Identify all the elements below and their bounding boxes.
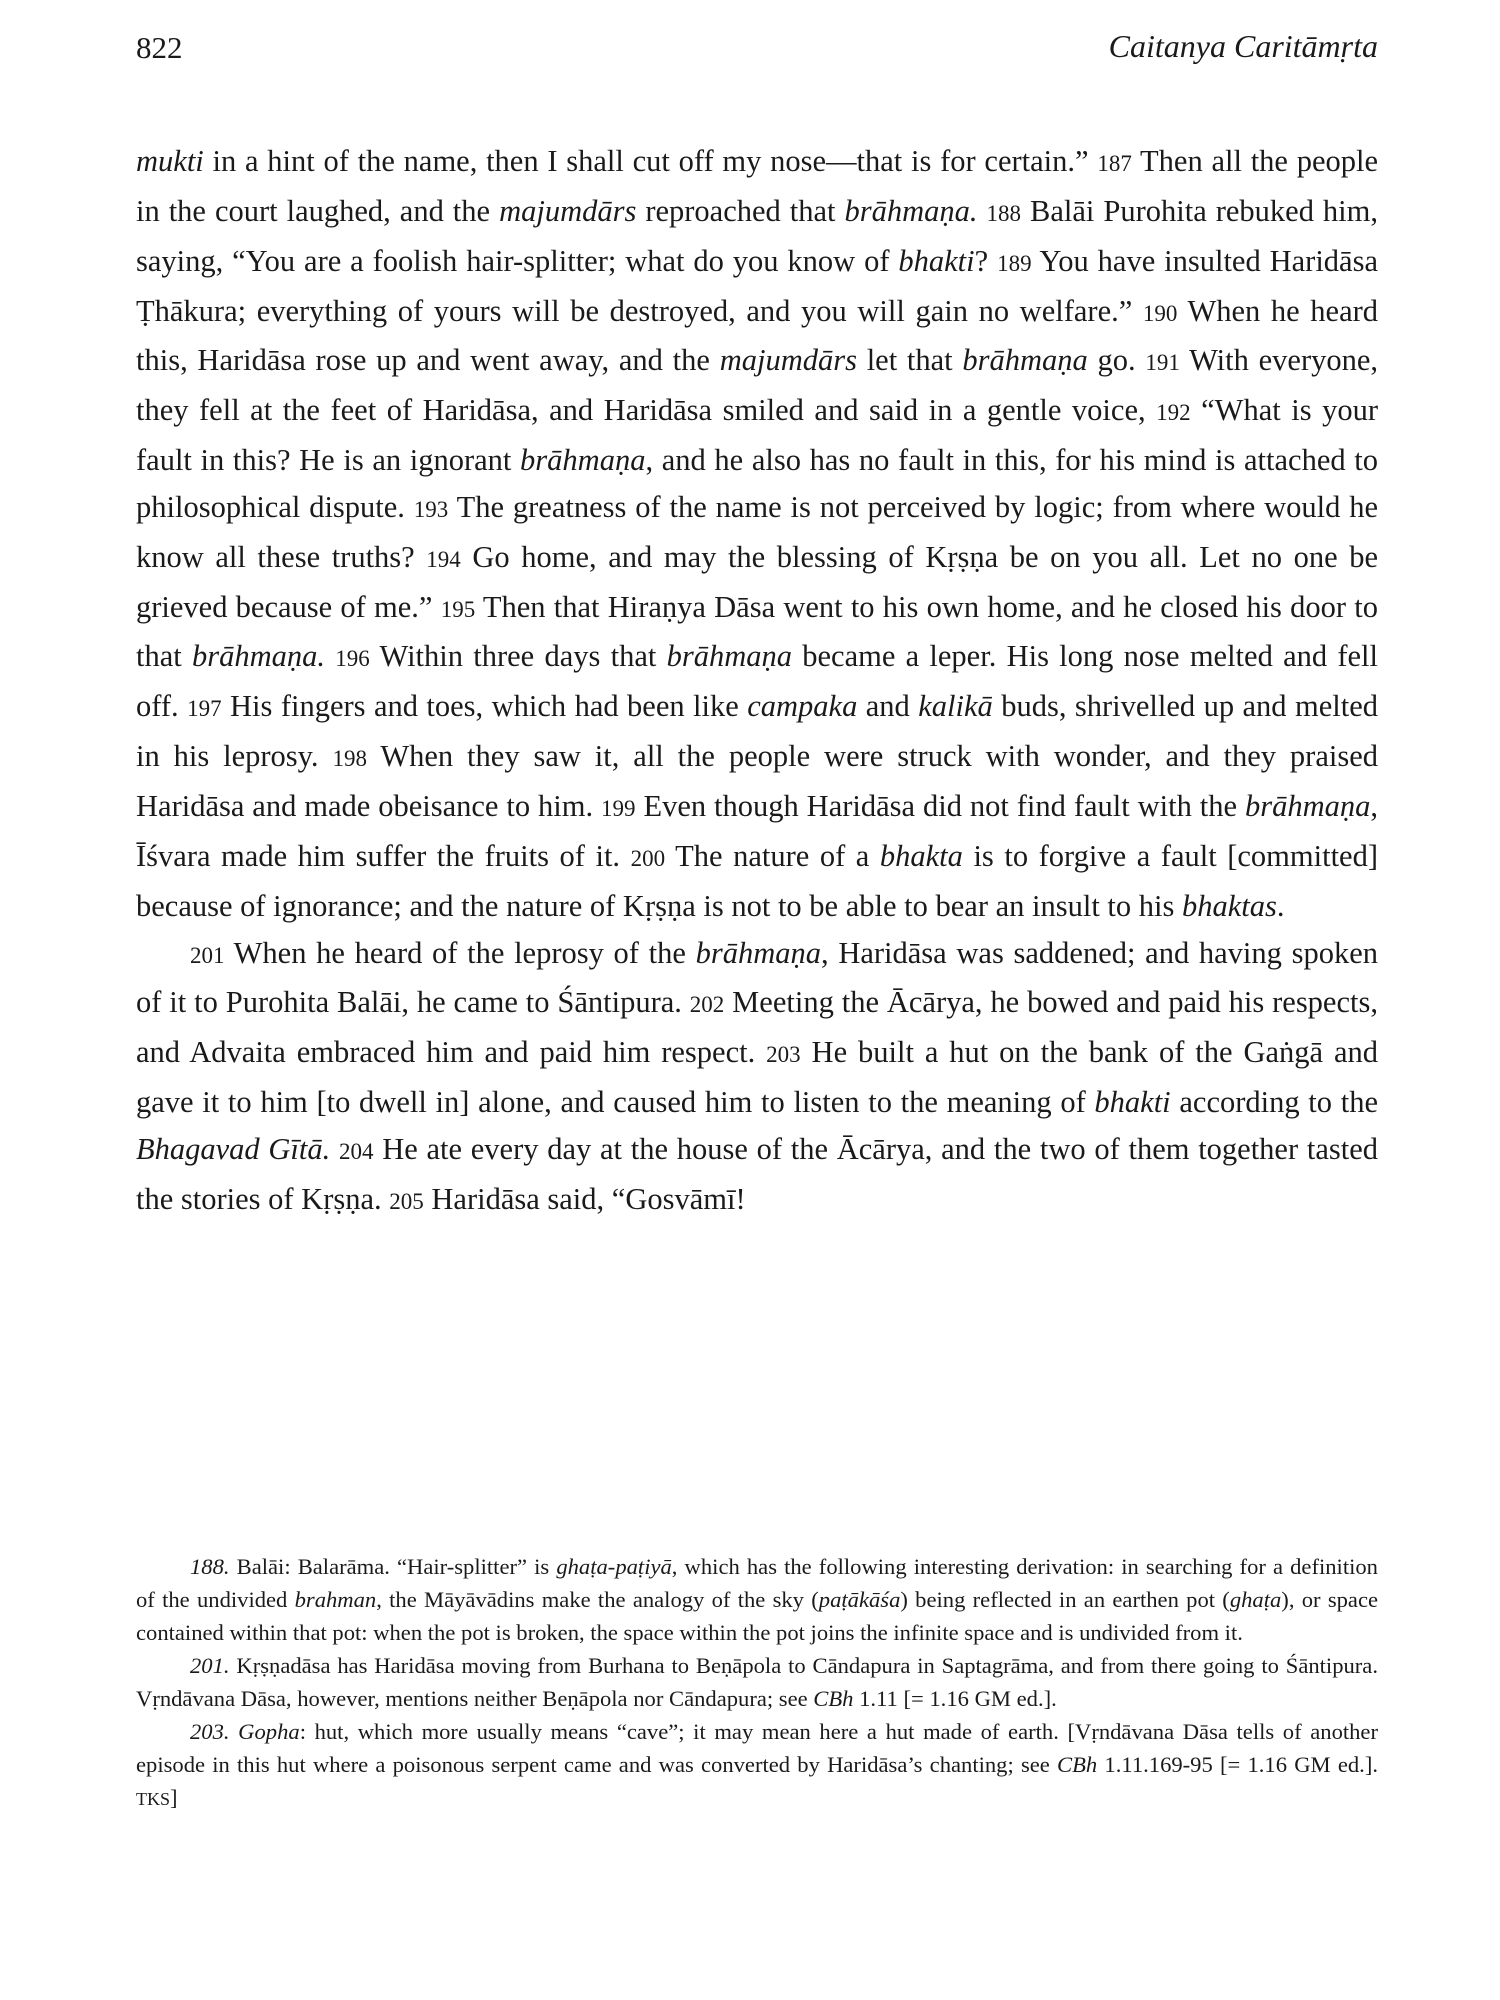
verse-number: 202 [689,992,725,1018]
verse-number: 192 [1156,400,1191,426]
text-run: Haridāsa said, “Gosvāmī! [423,1181,746,1216]
footnote-203 [136,1715,1378,1816]
italic-term: brāhmaṇa [666,639,792,674]
footnote-ref: 203. [190,1719,230,1744]
verse-number: 198 [332,746,367,772]
text-run: When he heard of the leprosy of the [224,935,696,970]
italic-term: brahman [294,1587,377,1612]
text-run: His fingers and toes, which had been like [221,689,748,724]
text-run: ? [974,243,998,278]
italic-term: paṭākāśa [818,1587,901,1612]
italic-term: CBh [1057,1752,1098,1777]
text-run: The nature of a [665,838,880,873]
footnotes [136,1550,1378,1816]
text-run: You have insulted Haridāsa Ṭhākura; everything of yours will be destroyed, and you will gain no welfare.” [136,243,1378,328]
text-run: , the Māyāvādins make the analogy of the sky ( [376,1587,819,1612]
verse-number: 196 [335,646,370,672]
text-run: When he heard this, Haridāsa rose up and went away, and the [136,293,1379,378]
text-run: ), or space contained within that pot: when the pot is broken, the space within the pot joins the infinite space and is undivided from it. [136,1587,1379,1645]
italic-term: brāhmaṇa. [192,639,326,674]
italic-term: majumdārs [499,193,637,228]
verse-number: 200 [630,845,666,871]
text-run: , Īśvara made him suffer the fruits of it. [136,788,1378,873]
text-run [325,639,335,673]
text-run: let that [856,343,963,378]
text-run: Within three days that [369,639,667,674]
text-run [230,1719,239,1744]
text-run: He ate every day at the house of the Ācārya, and the two of them together tasted the stories of Kṛṣṇa. [136,1131,1378,1216]
text-run: “What is your fault in this? He is an ignorant [136,393,1378,478]
text-run: ] [170,1785,178,1810]
text-run: is to forgive a fault [committed] because of ignorance; and the nature of Kṛṣṇa is not to be able to bear an insult to his [136,838,1378,923]
main-text [136,138,1378,1226]
italic-term: mukti [136,144,204,178]
italic-term: bhakta [879,838,963,873]
text-run: . [1276,888,1285,923]
text-run: When they saw it, all the people were struck with wonder, and they praised Haridāsa and made obeisance to him. [136,739,1378,823]
page-number: 822 [136,30,183,65]
italic-term: bhaktas [1182,888,1277,923]
verse-number: 194 [426,546,461,572]
verse-number: 190 [1142,300,1178,326]
translator-initials: TKS [136,1789,171,1809]
paragraph-2 [136,930,1378,1226]
text-run: ) being reflected in an earthen pot ( [900,1587,1230,1612]
text-run: and [857,689,919,724]
text-run: go. [1087,343,1146,378]
italic-term: CBh [813,1686,854,1711]
italic-term: brāhmaṇa [695,935,822,970]
verse-number: 205 [389,1188,424,1214]
verse-number: 191 [1145,350,1180,376]
verse-number: 187 [1097,151,1132,176]
verse-number: 197 [187,696,222,722]
text-run: With everyone, they fell at the feet of Haridāsa, and Haridāsa smiled and said in a gentle voice, [136,343,1379,428]
text-run: , which has the following interesting derivation: in searching for a definition of the undivided [136,1554,1378,1612]
text-run: Balāi: Balarāma. “Hair-splitter” is [229,1554,557,1579]
text-run: Go home, and may the blessing of Kṛṣṇa be on you all. Let no one be grieved because of me.” [136,539,1378,624]
text-run [978,194,987,228]
italic-term: bhakti [898,243,975,278]
verse-number: 188 [986,200,1022,226]
verse-number: 193 [413,496,449,522]
running-title: Caitanya Caritāmṛta [1108,28,1378,64]
verse-number: 201 [190,942,225,968]
footnote-ref: 201. [190,1653,230,1678]
footnote-201 [136,1649,1378,1715]
italic-term: kalikā [918,689,993,724]
text-run: , and he also has no fault in this, for his mind is attached to philosophical dispute. [136,443,1378,524]
text-run: Even though Haridāsa did not find fault with the [635,788,1245,823]
italic-term: Gopha [238,1719,300,1744]
footnote-188 [136,1550,1378,1649]
italic-term: ghaṭa-paṭiyā [556,1554,672,1579]
text-run: He built a hut on the bank of the Gaṅgā and gave it to him [to dwell in] alone, and caused him to listen to the meaning of [136,1035,1378,1120]
italic-term: campaka [747,689,858,724]
text-run: Then all the people in the court laughed, and the [136,144,1379,228]
text-run: according to the [1170,1085,1378,1120]
italic-term: bhakti [1094,1085,1171,1120]
text-run: , Haridāsa was saddened; and having spoken of it to Purohita Balāi, he came to Śāntipura. [136,935,1378,1020]
italic-term: ghaṭa [1229,1587,1282,1612]
italic-term: brāhmaṇa [962,343,1088,378]
italic-term: brāhmaṇa. [844,193,978,228]
text-run: Then that Hiraṇya Dāsa went to his own home, and he closed his door to that [136,589,1378,674]
text-run [330,1132,339,1166]
text-run: 1.11 [= 1.16 GM ed.]. [853,1686,1057,1711]
paragraph-1 [136,138,1378,930]
text-run: : hut, which more usually means “cave”; it may mean here a hut made of earth. [Vṛndāvana Dāsa tells of another episode in this hut where a poisonous serpent came and was converted by Haridāsa’s chanting; see [136,1719,1378,1777]
text-run: 1.11.169-95 [= 1.16 GM ed.]. [1097,1752,1378,1777]
italic-term: brāhmaṇa [1244,788,1371,823]
text-run: buds, shrivelled up and melted in his leprosy. [136,689,1378,774]
text-run: in a hint of the name, then I shall cut off my nose—that is for certain.” [203,144,1098,178]
verse-number: 204 [338,1138,374,1164]
text-run: Meeting the Ācārya, he bowed and paid his respects, and Advaita embraced him and paid him respect. [136,985,1378,1070]
italic-term: brāhmaṇa [520,443,646,478]
text-run: reproached that [636,193,845,228]
text-run: Balāi Purohita rebuked him, saying, “You are a foolish hair-splitter; what do you know of [136,193,1379,278]
verse-number: 195 [440,596,476,622]
verse-number: 199 [601,795,636,821]
text-run: Kṛṣṇadāsa has Haridāsa moving from Burhana to Beṇāpola to Cāndapura in Saptagrāma, and from there going to Śāntipura. Vṛndāvana Dāsa, however, mentions neither Beṇāpola nor Cāndapura; see [136,1653,1378,1711]
verse-number: 189 [997,250,1032,276]
text-run: The greatness of the name is not perceived by logic; from where would he know all these truths? [136,489,1378,574]
italic-term: majumdārs [719,343,857,378]
footnote-ref: 188. [190,1554,230,1579]
verse-number: 203 [766,1042,801,1068]
italic-term: Bhagavad Gītā. [136,1131,331,1166]
text-run: became a leper. His long nose melted and fell off. [136,639,1379,724]
